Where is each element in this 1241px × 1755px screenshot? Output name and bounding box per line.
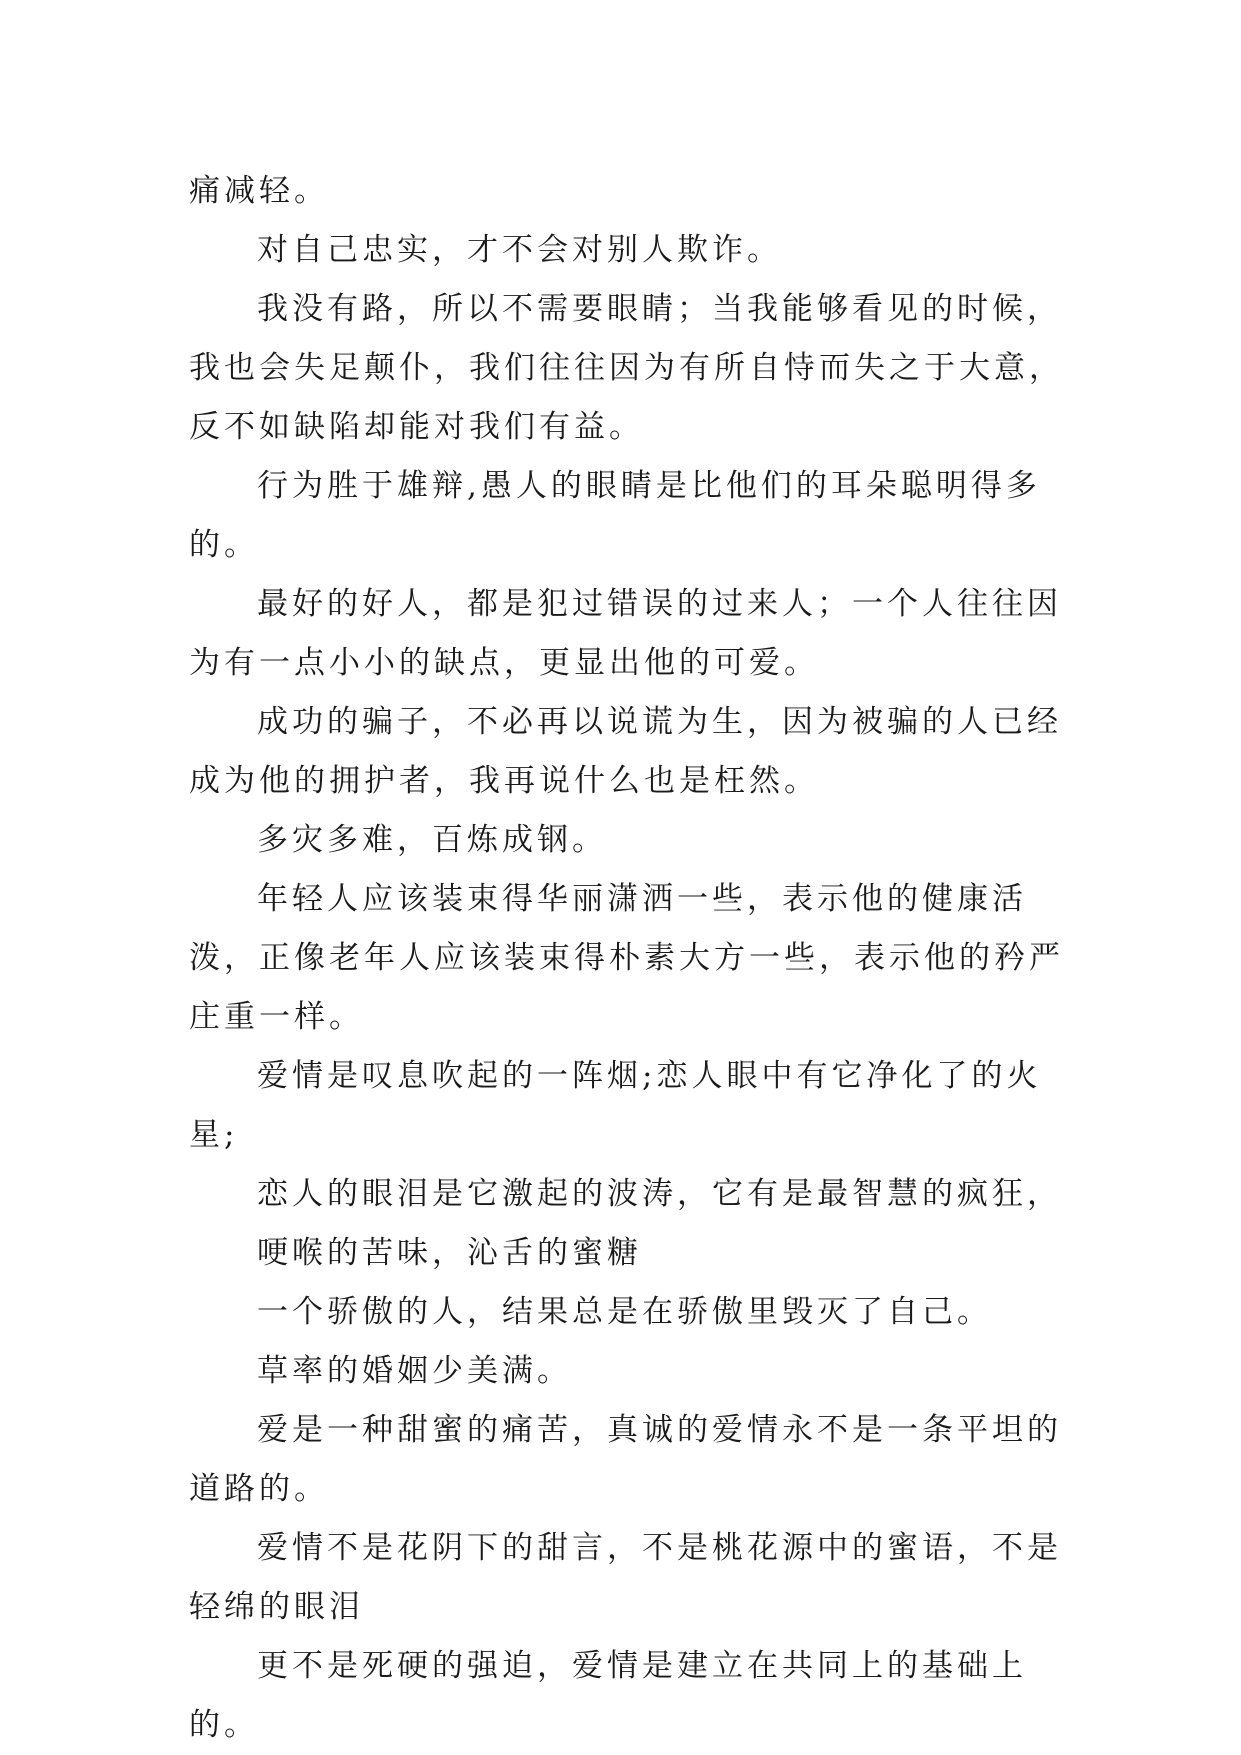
paragraph-14: 爱是一种甜蜜的痛苦，真诚的爱情永不是一条平坦的道路的。: [189, 1412, 1062, 1507]
paragraph-13: 草率的婚姻少美满。: [257, 1353, 572, 1389]
paragraph-7: 多灾多难，百炼成钢。: [257, 822, 607, 858]
paragraph-11: 哽喉的苦味，沁舌的蜜糖: [257, 1235, 642, 1271]
paragraph-9: 爱情是叹息吹起的一阵烟;恋人眼中有它净化了的火星;: [189, 1058, 1042, 1153]
paragraph-15: 爱情不是花阴下的甜言，不是桃花源中的蜜语，不是轻绵的眼泪: [189, 1530, 1062, 1625]
paragraph-2: 对自己忠实，才不会对别人欺诈。: [257, 232, 782, 268]
paragraph-6: 成功的骗子，不必再以说谎为生，因为被骗的人已经成为他的拥护者，我再说什么也是枉然。: [189, 704, 1062, 799]
paragraph-3: 我没有路，所以不需要眼睛；当我能够看见的时候，我也会失足颠仆，我们往往因为有所自恃而失之于大意，反不如缺陷却能对我们有益。: [189, 291, 1064, 445]
paragraph-1: 痛减轻。: [189, 173, 329, 209]
paragraph-10: 恋人的眼泪是它激起的波涛，它有是最智慧的疯狂，: [257, 1176, 1062, 1212]
document-body: [189, 162, 1089, 1755]
paragraph-4: 行为胜于雄辩,愚人的眼睛是比他们的耳朵聪明得多的。: [189, 468, 1041, 563]
paragraph-8: 年轻人应该装束得华丽潇洒一些，表示他的健康活泼，正像老年人应该装束得朴素大方一些，表示他的矜严庄重一样。: [189, 881, 1064, 1035]
paragraph-5: 最好的好人，都是犯过错误的过来人；一个人往往因为有一点小小的缺点，更显出他的可爱。: [189, 586, 1062, 681]
paragraph-12: 一个骄傲的人，结果总是在骄傲里毁灭了自己。: [257, 1294, 992, 1330]
paragraph-16: 更不是死硬的强迫，爱情是建立在共同上的基础上的。: [189, 1648, 1027, 1743]
